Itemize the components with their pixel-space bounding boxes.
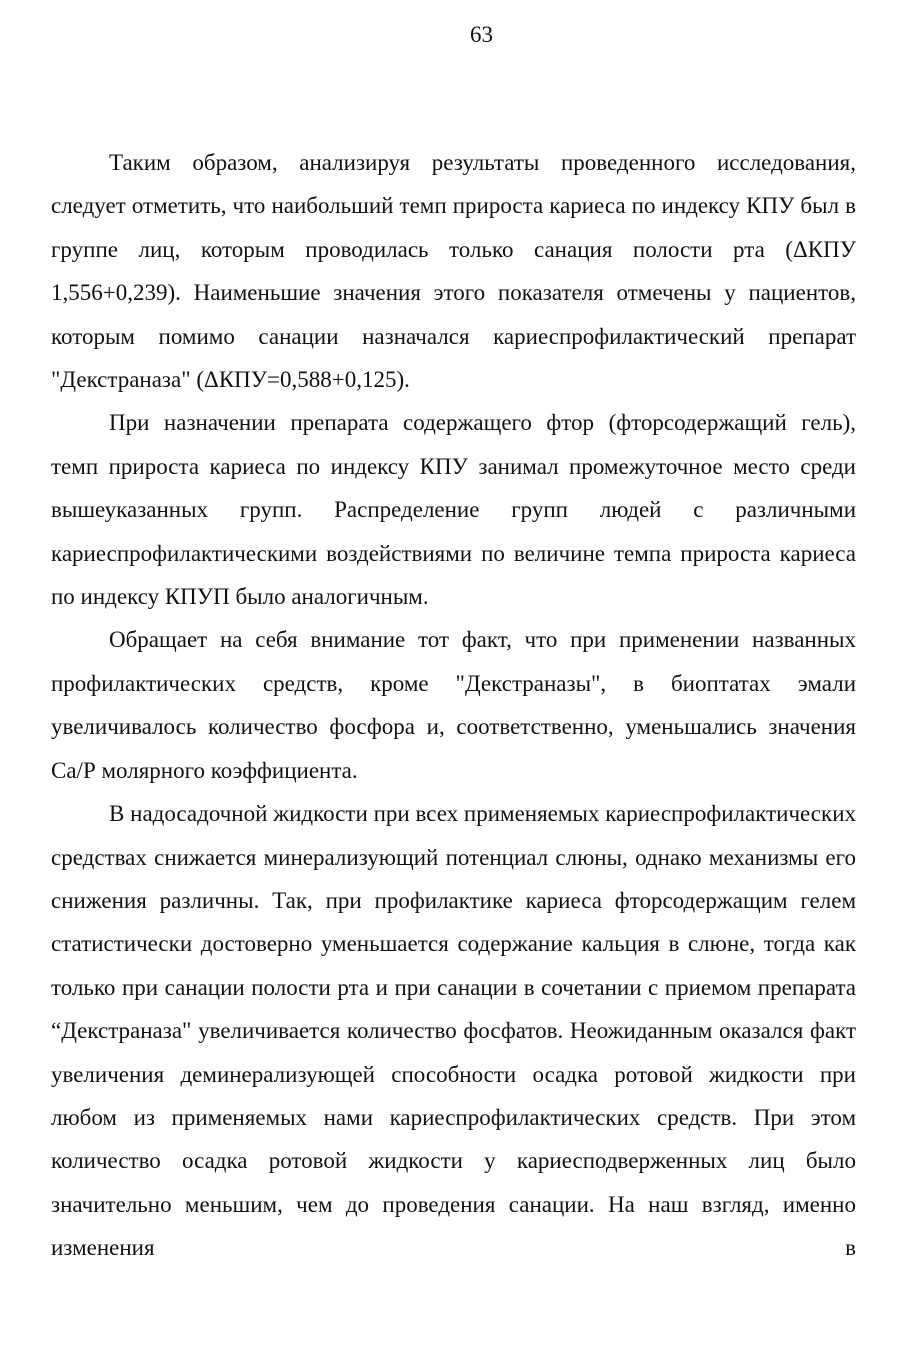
- page-number: 63: [470, 22, 493, 47]
- paragraph-2: При назначении препарата содержащего фтор (фторсодержащий гель), темп прироста кариеса по индексу КПУ занимал промежуточное место среди вышеуказанных групп. Распределение групп людей с различными кариеспрофилактическими воздействиями по величине темпа прироста кариеса по индексу КПУП было аналогичным.: [51, 410, 856, 610]
- paragraph-4: В надосадочной жидкости при всех применяемых кариеспрофилактических средствах снижается минерализующий потенциал слюны, однако механизмы его снижения различны. Так, при профилактике кариеса фторсодержащим гелем статистически достоверно уменьшается содержание кальция в слюне, тогда как только при санации полости рта и при санации в сочетании с приемом препарата “Декстраназа" увеличивается количество фосфатов. Неожиданным оказался факт увеличения деминерализующей способности осадка ротовой жидкости при любом из применяемых нами кариеспрофилактических средств. При этом количество осадка ротовой жидкости у кариесподверженных лиц было значительно меньшим, чем до проведения санации. На наш взгляд, именно изменения в: [51, 801, 856, 1261]
- body-text: [51, 141, 856, 1270]
- paragraph-1: Таким образом, анализируя результаты проведенного исследования, следует отметить, что наибольший темп прироста кариеса по индексу КПУ был в группе лиц, которым проводилась только санация полости рта (ΔКПУ 1,556+0,239). Наименьшие значения этого показателя отмечены у пациентов, которым помимо санации назначался кариеспрофилактический препарат "Декстраназа" (ΔКПУ=0,588+0,125).: [51, 150, 856, 393]
- paragraph-3: Обращает на себя внимание тот факт, что при применении названных профилактических средств, кроме "Декстраназы", в биоптатах эмали увеличивалось количество фосфора и, соответственно, уменьшались значения Са/Р молярного коэффициента.: [51, 627, 856, 783]
